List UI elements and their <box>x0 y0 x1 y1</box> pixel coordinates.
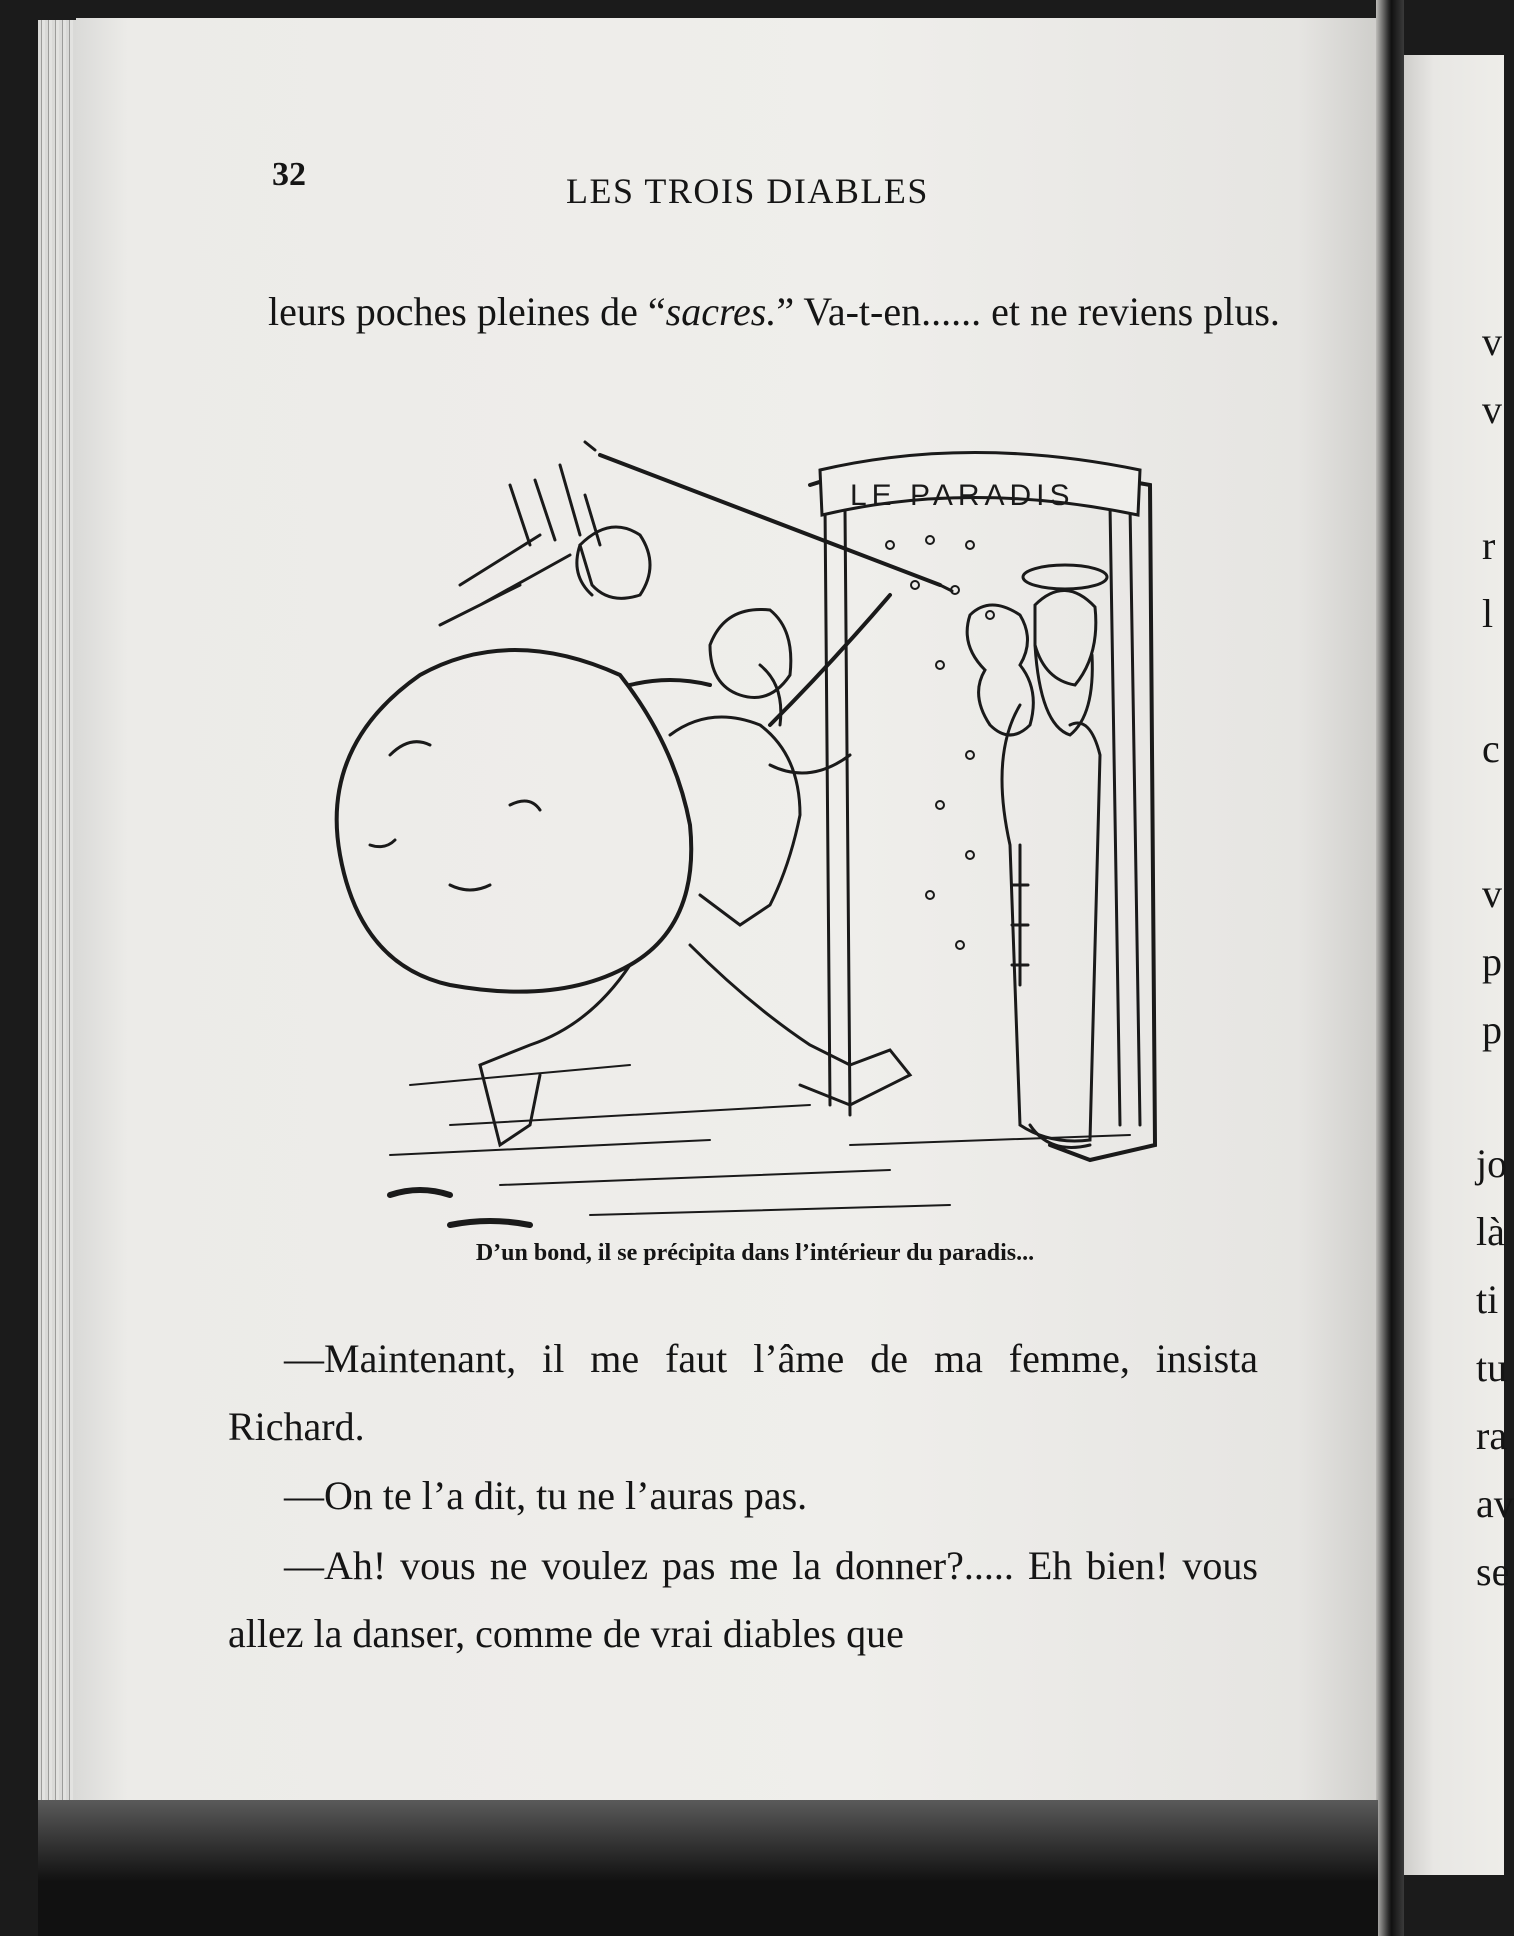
fragment: tu <box>1476 1345 1508 1390</box>
paragraph-3: —On te l’a dit, tu ne l’auras pas. <box>284 1473 808 1518</box>
man-arm <box>770 595 890 725</box>
fragment: l <box>1482 591 1494 636</box>
paragraph-4: —Ah! vous ne voulez pas me la donner?..... Eh bien! vous allez la danser, comme de vrai diables que <box>228 1543 1258 1656</box>
man-head <box>710 609 791 697</box>
saint-head <box>1035 590 1096 685</box>
paragraph-1 <box>268 278 1286 346</box>
man-leg-front <box>690 945 910 1105</box>
fragment: p <box>1482 1007 1502 1052</box>
paradise-door-frame <box>810 465 1155 1160</box>
woman-head <box>580 527 650 598</box>
illustration-caption: D’un bond, il se précipita dans l’intérieur du paradis... <box>475 1240 1035 1266</box>
fragment: v <box>1482 871 1502 916</box>
fragment: av <box>1476 1481 1514 1526</box>
fragment: r <box>1482 523 1496 568</box>
bottom-shadow <box>38 1800 1378 1936</box>
sign-text: LE PARADIS <box>850 479 1075 512</box>
fragment: ra <box>1476 1413 1508 1458</box>
fragment: se <box>1476 1549 1510 1594</box>
paragraph-2: —Maintenant, il me faut l’âme de ma femme, insista Richard. <box>228 1336 1258 1449</box>
page-edges <box>38 20 80 1800</box>
fragment: p <box>1482 939 1502 984</box>
sack <box>337 650 692 992</box>
fragment: c <box>1482 726 1500 771</box>
italic-word: sacres. <box>665 289 777 334</box>
fragment: là <box>1476 1209 1505 1254</box>
fragment: v <box>1482 319 1502 364</box>
book-gutter <box>1376 0 1404 1936</box>
violin <box>967 605 1033 735</box>
saint-robe <box>1002 705 1100 1141</box>
saint-beard <box>1035 645 1092 735</box>
fragment: ti <box>1476 1277 1499 1322</box>
page-number: 32 <box>272 156 306 193</box>
paragraph-1-start: leurs poches pleines de “ <box>268 289 666 334</box>
illustration-paradise-gate <box>330 425 1170 1245</box>
running-head: LES TROIS DIABLES <box>566 171 929 211</box>
fragment: jo <box>1476 1141 1508 1186</box>
paragraph-1-end: ” Va-t-en...... et ne reviens plus. <box>776 289 1280 334</box>
fragment: v <box>1482 387 1502 432</box>
halo <box>1023 565 1107 589</box>
